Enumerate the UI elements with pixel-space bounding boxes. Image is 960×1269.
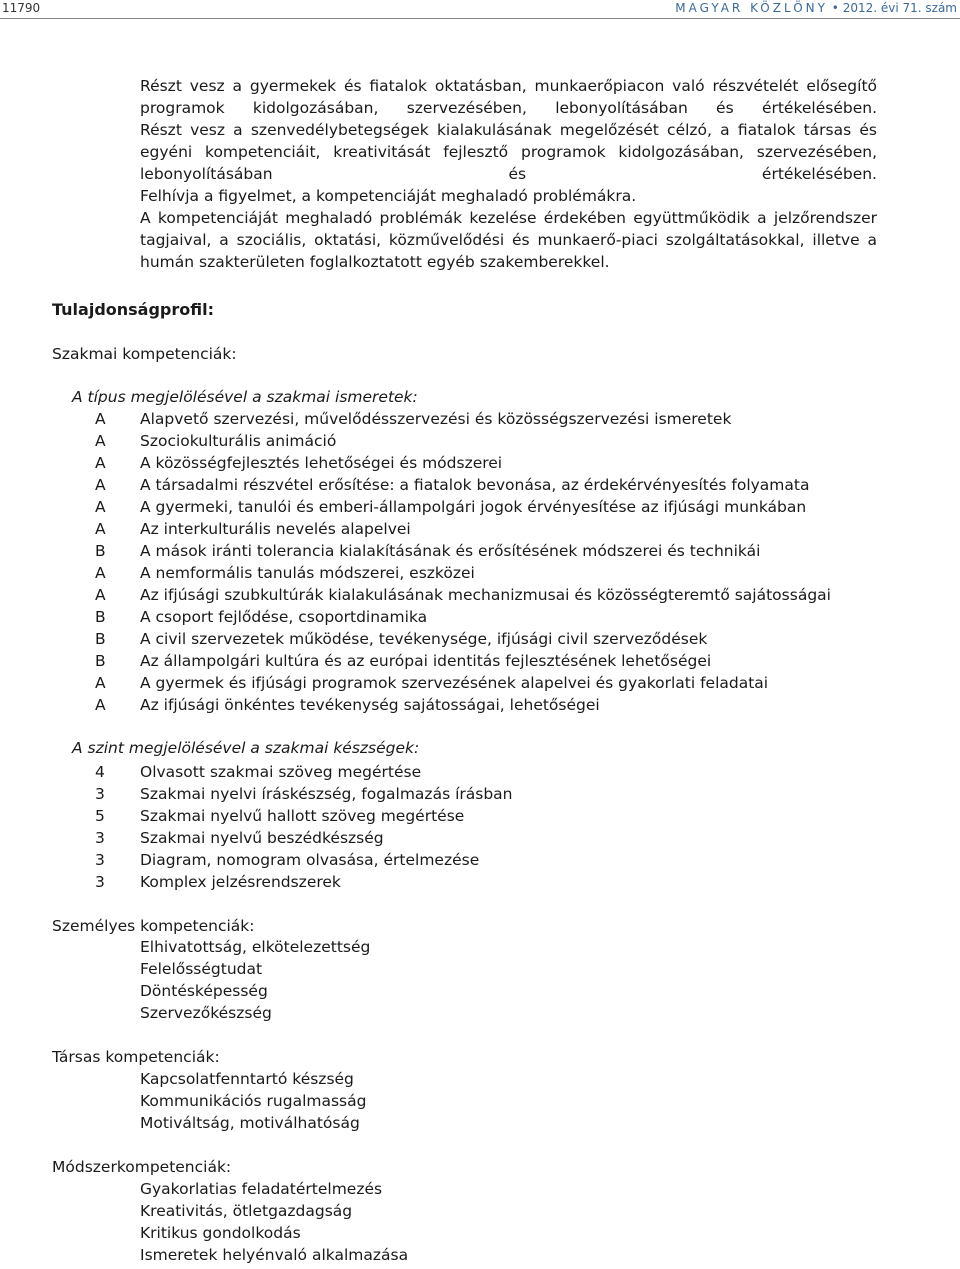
item-text: A társadalmi részvétel erősítése: a fiatalok bevonása, az érdekérvényesítés folyamata bbox=[140, 476, 810, 494]
list-item bbox=[95, 606, 831, 628]
item-text: Alapvető szervezési, művelődésszervezési és közösségszervezési ismeretek bbox=[140, 410, 732, 428]
modszer-heading: Módszerkompetenciák: bbox=[52, 1158, 232, 1176]
intro-text bbox=[140, 75, 877, 273]
level-code: 5 bbox=[95, 807, 105, 825]
level-code: 4 bbox=[95, 763, 105, 781]
item-text: Szakmai nyelvű hallott szöveg megértése bbox=[140, 807, 465, 825]
level-code: A bbox=[95, 586, 106, 604]
list-item bbox=[95, 430, 831, 452]
list-item: Elhivatottság, elkötelezettség bbox=[140, 938, 371, 956]
szemelyes-list bbox=[140, 936, 370, 1024]
item-text: A civil szervezetek működése, tevékenysége, ifjúsági civil szerveződések bbox=[140, 630, 708, 648]
intro-paragraph: A kompetenciáját meghaladó problémák kezelése érdekében együttműködik a jelzőrendszer tagjaival, a szociális, oktatási, közművelődési és munkaerő-piaci szolgáltatásokkal, illetve a humán szakterületen foglalkoztatott egyéb szakemberekkel. bbox=[140, 209, 877, 271]
list-item: Gyakorlatias feladatértelmezés bbox=[140, 1180, 383, 1198]
list-item: Kritikus gondolkodás bbox=[140, 1224, 301, 1242]
intro-paragraph: Felhívja a figyelmet, a kompetenciáját meghaladó problémákra. bbox=[140, 187, 637, 205]
level-code: 3 bbox=[95, 873, 105, 891]
list-item bbox=[95, 584, 831, 606]
list-item bbox=[95, 827, 512, 849]
level-code: B bbox=[95, 652, 106, 670]
level-code: A bbox=[95, 410, 106, 428]
knowledge-heading: A típus megjelölésével a szakmai ismeretek: bbox=[72, 388, 418, 406]
bullet-separator: • bbox=[831, 1, 843, 15]
tarsas-heading: Társas kompetenciák: bbox=[52, 1048, 220, 1066]
page-header bbox=[0, 0, 960, 19]
level-code: B bbox=[95, 630, 106, 648]
item-text: Diagram, nomogram olvasása, értelmezése bbox=[140, 851, 480, 869]
level-code: A bbox=[95, 476, 106, 494]
list-item bbox=[95, 518, 831, 540]
journal-info bbox=[675, 1, 957, 15]
list-item bbox=[95, 474, 831, 496]
tarsas-list bbox=[140, 1068, 366, 1134]
level-code: A bbox=[95, 696, 106, 714]
list-item bbox=[95, 694, 831, 716]
list-item: Motiváltság, motiválhatóság bbox=[140, 1114, 360, 1132]
modszer-list bbox=[140, 1178, 408, 1266]
item-text: Az állampolgári kultúra és az európai identitás fejlesztésének lehetőségei bbox=[140, 652, 712, 670]
list-item: Kreativitás, ötletgazdagság bbox=[140, 1202, 353, 1220]
intro-paragraph: Részt vesz a gyermekek és fiatalok oktatásban, munkaerőpiacon való részvételét elősegítő programok kidolgozásában, szervezésében, lebonyolításában és értékelésében. bbox=[140, 77, 877, 117]
level-code: 3 bbox=[95, 785, 105, 803]
item-text: A csoport fejlődése, csoportdinamika bbox=[140, 608, 428, 626]
list-item: Kommunikációs rugalmasság bbox=[140, 1092, 367, 1110]
list-item bbox=[95, 408, 831, 430]
list-item: Kapcsolatfenntartó készség bbox=[140, 1070, 354, 1088]
item-text: Az ifjúsági szubkultúrák kialakulásának mechanizmusai és közösségteremtő sajátosságai bbox=[140, 586, 831, 604]
page-number: 11790 bbox=[2, 1, 41, 15]
list-item bbox=[95, 805, 512, 827]
intro-paragraph: Részt vesz a szenvedélybetegségek kialakulásának megelőzését célzó, a fiatalok társas és egyéni kompetenciáit, kreativitását fejlesztő programok kidolgozásában, szervezésében, lebonyolításában és értékelésében. bbox=[140, 121, 877, 183]
item-text: Szakmai nyelvi íráskészség, fogalmazás írásban bbox=[140, 785, 513, 803]
list-item bbox=[95, 628, 831, 650]
profile-heading: Tulajdonságprofil: bbox=[52, 300, 214, 319]
item-text: Szakmai nyelvű beszédkészség bbox=[140, 829, 384, 847]
list-item bbox=[95, 761, 512, 783]
item-text: Szociokulturális animáció bbox=[140, 432, 337, 450]
list-item: Felelősségtudat bbox=[140, 960, 263, 978]
item-text: Az ifjúsági önkéntes tevékenység sajátosságai, lehetőségei bbox=[140, 696, 600, 714]
level-code: 3 bbox=[95, 829, 105, 847]
item-text: A mások iránti tolerancia kialakításának és erősítésének módszerei és technikái bbox=[140, 542, 761, 560]
list-item: Szervezőkészség bbox=[140, 1004, 272, 1022]
level-code: A bbox=[95, 432, 106, 450]
item-text: A gyermeki, tanulói és emberi-állampolgári jogok érvényesítése az ifjúsági munkában bbox=[140, 498, 807, 516]
list-item bbox=[95, 562, 831, 584]
level-code: B bbox=[95, 542, 106, 560]
knowledge-list bbox=[95, 408, 831, 716]
item-text: A gyermek és ifjúsági programok szervezésének alapelvei és gyakorlati feladatai bbox=[140, 674, 769, 692]
level-code: A bbox=[95, 454, 106, 472]
list-item bbox=[95, 496, 831, 518]
list-item bbox=[95, 540, 831, 562]
list-item bbox=[95, 849, 512, 871]
item-text: A közösségfejlesztés lehetőségei és módszerei bbox=[140, 454, 503, 472]
skills-list bbox=[95, 761, 512, 893]
item-text: Olvasott szakmai szöveg megértése bbox=[140, 763, 422, 781]
level-code: A bbox=[95, 674, 106, 692]
level-code: A bbox=[95, 564, 106, 582]
list-item bbox=[95, 783, 512, 805]
list-item bbox=[95, 452, 831, 474]
list-item bbox=[95, 871, 512, 893]
level-code: 3 bbox=[95, 851, 105, 869]
item-text: Az interkulturális nevelés alapelvei bbox=[140, 520, 411, 538]
szakmai-heading: Szakmai kompetenciák: bbox=[52, 345, 237, 363]
journal-title: MAGYAR KÖZLÖNY bbox=[675, 1, 828, 15]
item-text: Komplex jelzésrendszerek bbox=[140, 873, 341, 891]
list-item bbox=[95, 650, 831, 672]
issue-label: 2012. évi 71. szám bbox=[842, 1, 957, 15]
list-item bbox=[95, 672, 831, 694]
list-item: Döntésképesség bbox=[140, 982, 268, 1000]
level-code: B bbox=[95, 608, 106, 626]
list-item: Ismeretek helyénvaló alkalmazása bbox=[140, 1246, 409, 1264]
level-code: A bbox=[95, 498, 106, 516]
level-code: A bbox=[95, 520, 106, 538]
skills-heading: A szint megjelölésével a szakmai készségek: bbox=[72, 739, 420, 757]
szemelyes-heading: Személyes kompetenciák: bbox=[52, 917, 255, 935]
item-text: A nemformális tanulás módszerei, eszközei bbox=[140, 564, 475, 582]
